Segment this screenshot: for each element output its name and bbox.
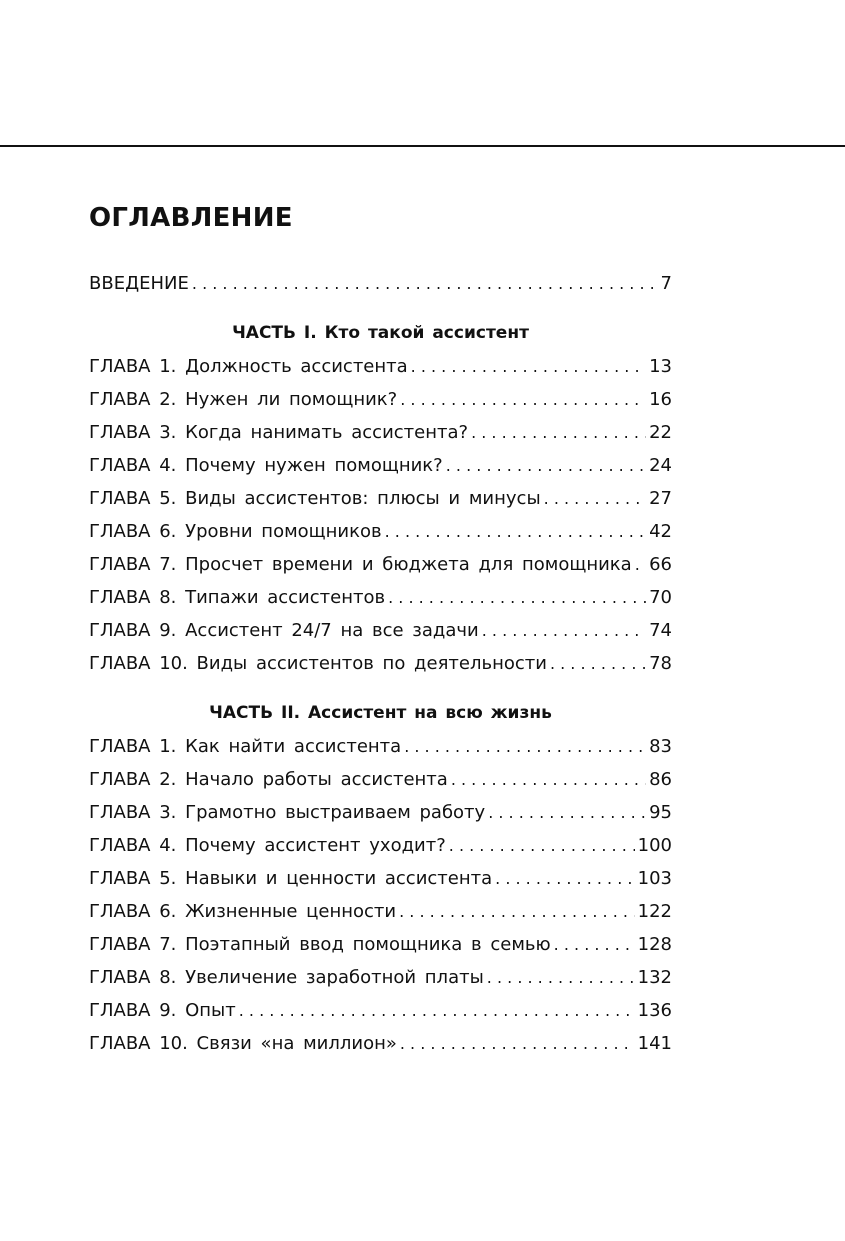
toc-entry-intro[interactable] [89,267,672,300]
toc-entry-page: 103 [637,868,672,889]
toc-entry[interactable] [89,350,672,383]
toc-entry-page: 27 [649,488,672,509]
part-heading: ЧАСТЬ II. Ассистент на всю жизнь [209,703,552,723]
toc-entry-label: ГЛАВА 3. Грамотно выстраиваем работу [89,802,486,823]
dot-leader [635,548,646,581]
toc-entry-label: ГЛАВА 10. Виды ассистентов по деятельности [89,653,547,674]
toc-entry-label: ГЛАВА 6. Жизненные ценности [89,901,397,922]
toc-entry-label: ГЛАВА 7. Поэтапный ввод помощника в семью [89,934,551,955]
toc-entry[interactable] [89,862,672,895]
toc-entry-page: 70 [649,587,672,608]
toc-entry-label: ГЛАВА 8. Типажи ассистентов [89,587,386,608]
toc-entry-page: 132 [637,967,672,988]
toc-entry-label: ГЛАВА 7. Просчет времени и бюджета для помощника [89,554,632,575]
toc-entry[interactable] [89,614,672,647]
toc-entry-page: 95 [649,802,672,823]
dot-leader [554,928,635,961]
toc-entry-page: 136 [637,1000,672,1021]
dot-leader [400,383,646,416]
toc-entry-label: ГЛАВА 3. Когда нанимать ассистента? [89,422,469,443]
toc-entry-page: 128 [637,934,672,955]
dot-leader [404,730,646,763]
dot-leader [487,961,635,994]
toc-entry[interactable] [89,416,672,449]
dot-leader [495,862,634,895]
toc-entry[interactable] [89,449,672,482]
dot-leader [451,763,646,796]
page-title: ОГЛАВЛЕНИЕ [89,203,293,233]
toc-entry[interactable] [89,928,672,961]
toc-entry-page: 24 [649,455,672,476]
toc-entry[interactable] [89,994,672,1027]
dot-leader [400,1027,635,1060]
toc-entry[interactable] [89,1027,672,1060]
toc-entry-label: ГЛАВА 1. Как найти ассистента [89,736,402,757]
toc-entry-page: 100 [637,835,672,856]
toc-entry-page: 122 [637,901,672,922]
dot-leader [482,614,646,647]
toc-entry-page: 66 [649,554,672,575]
dot-leader [399,895,635,928]
toc-entry[interactable] [89,548,672,581]
toc-entry[interactable] [89,383,672,416]
toc-entry-page: 83 [649,736,672,757]
toc-entry-page: 7 [660,273,672,294]
dot-leader [446,449,646,482]
part-heading: ЧАСТЬ I. Кто такой ассистент [232,323,529,343]
toc-entry-page: 78 [649,653,672,674]
toc-entry-label: ВВЕДЕНИЕ [89,273,189,294]
toc-entry-label: ГЛАВА 8. Увеличение заработной платы [89,967,484,988]
dot-leader [388,581,646,614]
toc-entry-page: 22 [649,422,672,443]
dot-leader [544,482,646,515]
toc-entry-label: ГЛАВА 5. Виды ассистентов: плюсы и минусы [89,488,541,509]
toc-entry-label: ГЛАВА 5. Навыки и ценности ассистента [89,868,493,889]
dot-leader [550,647,646,680]
toc-entry-label: ГЛАВА 2. Начало работы ассистента [89,769,448,790]
toc-entry[interactable] [89,829,672,862]
dot-leader [385,515,646,548]
table-of-contents [89,267,672,1060]
dot-leader [488,796,646,829]
toc-entry-page: 13 [649,356,672,377]
toc-entry-label: ГЛАВА 1. Должность ассистента [89,356,408,377]
toc-entry-page: 141 [637,1033,672,1054]
dot-leader [449,829,635,862]
toc-entry-page: 74 [649,620,672,641]
toc-entry-page: 42 [649,521,672,542]
dot-leader [411,350,646,383]
toc-entry[interactable] [89,482,672,515]
toc-entry[interactable] [89,895,672,928]
toc-entry[interactable] [89,763,672,796]
toc-entry[interactable] [89,961,672,994]
toc-entry-label: ГЛАВА 4. Почему ассистент уходит? [89,835,446,856]
dot-leader [192,267,658,300]
toc-entry-label: ГЛАВА 9. Опыт [89,1000,236,1021]
toc-entry-page: 16 [649,389,672,410]
toc-entry-page: 86 [649,769,672,790]
top-rule [0,145,845,147]
toc-entry-label: ГЛАВА 4. Почему нужен помощник? [89,455,443,476]
toc-entry[interactable] [89,647,672,680]
toc-entry[interactable] [89,796,672,829]
dot-leader [471,416,646,449]
dot-leader [239,994,635,1027]
toc-entry-label: ГЛАВА 6. Уровни помощников [89,521,382,542]
toc-entry-label: ГЛАВА 10. Связи «на миллион» [89,1033,397,1054]
toc-entry[interactable] [89,515,672,548]
toc-entry[interactable] [89,581,672,614]
toc-entry-label: ГЛАВА 2. Нужен ли помощник? [89,389,398,410]
toc-entry-label: ГЛАВА 9. Ассистент 24/7 на все задачи [89,620,479,641]
toc-entry[interactable] [89,730,672,763]
